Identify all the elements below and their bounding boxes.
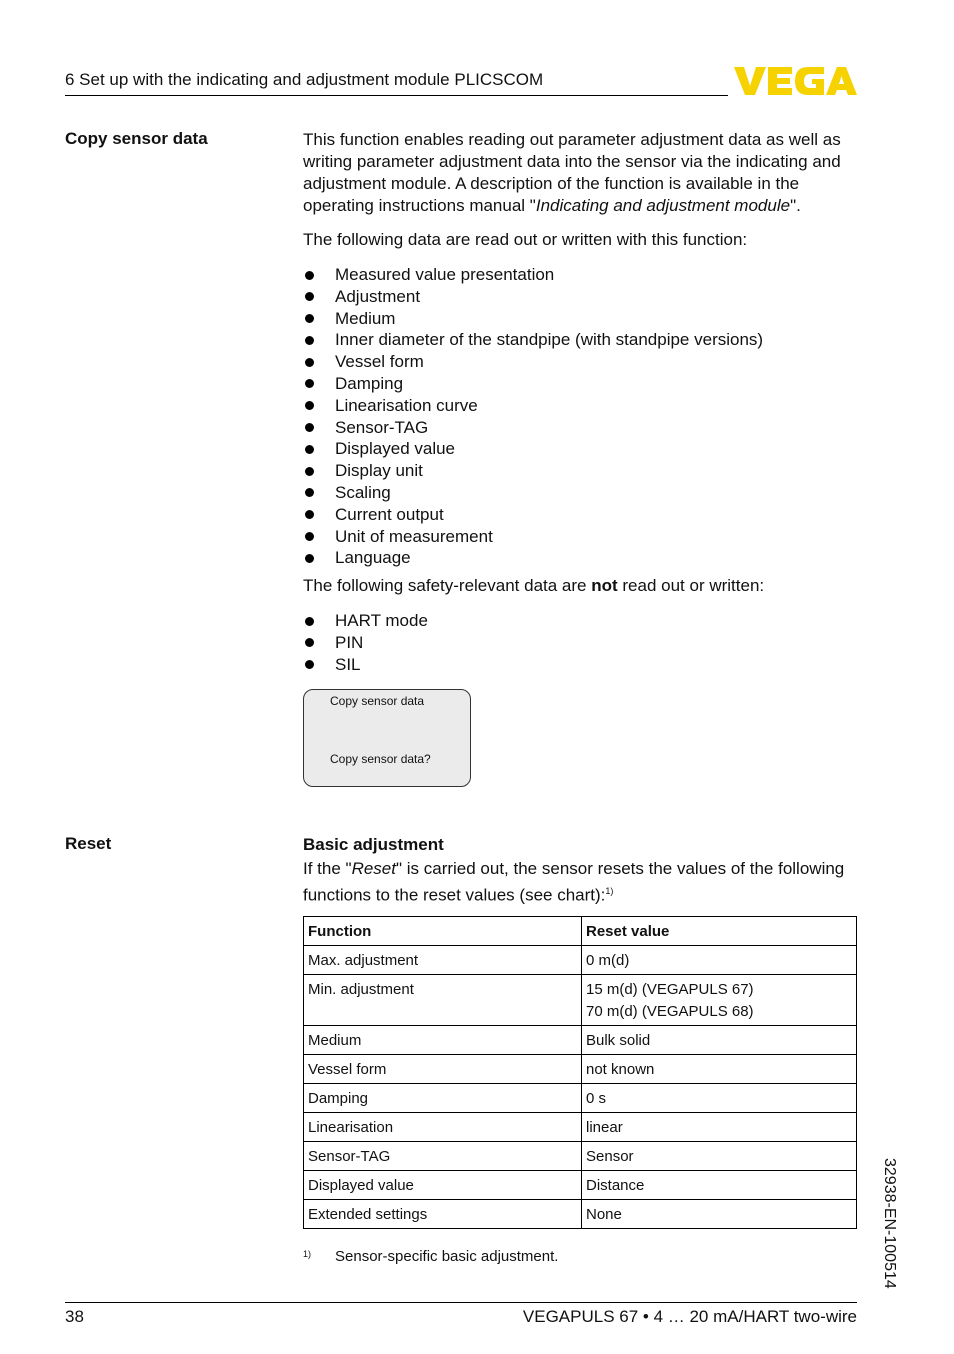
table-row	[304, 946, 857, 975]
list-item: Measured value presentation	[303, 264, 863, 286]
bullet-icon	[305, 336, 314, 345]
table-cell: Max. adjustment	[304, 946, 582, 975]
table-row	[304, 1026, 857, 1055]
safety-lead-paragraph	[303, 575, 863, 597]
table-cell: Bulk solid	[582, 1026, 857, 1055]
list-item: Scaling	[303, 482, 863, 504]
table-cell: None	[582, 1200, 857, 1229]
copy-sensor-data-label: Copy sensor data	[65, 129, 208, 148]
bullet-icon	[305, 660, 314, 669]
table-cell-line: 70 m(d) (VEGAPULS 68)	[586, 1003, 754, 1020]
list-item: Linearisation curve	[303, 395, 863, 417]
table-cell: Linearisation	[304, 1113, 582, 1142]
list-item: Adjustment	[303, 286, 863, 308]
table-cell: Sensor-TAG	[304, 1142, 582, 1171]
table-cell: 0 m(d)	[582, 946, 857, 975]
column-header-function: Function	[304, 917, 582, 946]
display-screen-illustration	[303, 689, 471, 787]
footnote-reference: 1)	[605, 886, 614, 896]
table-row	[304, 1055, 857, 1084]
copy-intro-paragraph	[303, 129, 863, 217]
table-cell: 0 s	[582, 1084, 857, 1113]
bullet-icon	[305, 510, 314, 519]
footer-rule	[65, 1302, 857, 1303]
list-item: Medium	[303, 308, 863, 330]
reset-values-table	[303, 916, 857, 1229]
list-item: Displayed value	[303, 438, 863, 460]
table-cell: Distance	[582, 1171, 857, 1200]
table-row	[304, 975, 857, 1026]
reset-label: Reset	[65, 834, 112, 853]
vega-logo-mark	[734, 64, 858, 98]
copy-intro-end: ".	[790, 196, 801, 215]
reset-description	[303, 858, 863, 907]
safety-data-list	[303, 610, 863, 675]
table-row	[304, 1200, 857, 1229]
copy-intro-italic: Indicating and adjustment module	[535, 196, 791, 215]
header-rule	[65, 95, 728, 96]
copied-data-list	[303, 264, 863, 569]
bullet-icon	[305, 488, 314, 497]
page-number: 38	[65, 1307, 84, 1326]
bullet-icon	[305, 358, 314, 367]
reset-text: If the "	[303, 859, 352, 878]
list-item: Damping	[303, 373, 863, 395]
table-cell: Min. adjustment	[304, 975, 582, 1026]
bullet-icon	[305, 379, 314, 388]
table-cell: Medium	[304, 1026, 582, 1055]
bullet-icon	[305, 532, 314, 541]
table-cell: Damping	[304, 1084, 582, 1113]
table-cell-line: 15 m(d) (VEGAPULS 67)	[586, 981, 754, 998]
list-item: Current output	[303, 504, 863, 526]
reset-italic: Reset	[351, 859, 396, 878]
footer-product-name: VEGAPULS 67 • 4 … 20 mA/HART two-wire	[522, 1307, 857, 1326]
bullet-icon	[305, 467, 314, 476]
bullet-icon	[305, 271, 314, 280]
bullet-icon	[305, 554, 314, 563]
table-row	[304, 1142, 857, 1171]
basic-adjustment-heading: Basic adjustment	[303, 835, 444, 854]
table-cell: Sensor	[582, 1142, 857, 1171]
table-row	[304, 1113, 857, 1142]
list-item: Sensor-TAG	[303, 417, 863, 439]
list-item: Inner diameter of the standpipe (with standpipe versions)	[303, 329, 863, 351]
table-row	[304, 1084, 857, 1113]
footnote-text: Sensor-specific basic adjustment.	[335, 1248, 559, 1265]
safety-lead-bold: not	[591, 576, 618, 595]
bullet-icon	[305, 314, 314, 323]
running-header: 6 Set up with the indicating and adjustment module PLICSCOM	[65, 70, 544, 89]
vega-logo	[734, 64, 858, 103]
copy-intro-text: This function enables reading out parameter adjustment data as well as writing parameter adjustment data into the sensor via the indicating and adjustment module. A description of the function is available in the operating instructions manual "	[303, 130, 841, 215]
table-cell: Extended settings	[304, 1200, 582, 1229]
table-cell: not known	[582, 1055, 857, 1084]
table-header-row	[304, 917, 857, 946]
table-cell	[582, 975, 857, 1026]
display-line-prompt: Copy sensor data?	[330, 752, 431, 766]
bullet-icon	[305, 445, 314, 454]
bullet-icon	[305, 401, 314, 410]
table-cell: Vessel form	[304, 1055, 582, 1084]
bullet-icon	[305, 638, 314, 647]
column-header-reset-value: Reset value	[582, 917, 857, 946]
list-item: Display unit	[303, 460, 863, 482]
safety-lead-end: read out or written:	[617, 576, 765, 595]
safety-lead-text: The following safety-relevant data are	[303, 576, 592, 595]
list-item: Vessel form	[303, 351, 863, 373]
footnote-mark: 1)	[303, 1249, 312, 1259]
display-line-title: Copy sensor data	[330, 694, 425, 708]
document-code: 32938-EN-100514	[881, 1158, 898, 1289]
list-item: PIN	[303, 632, 863, 654]
table-cell: linear	[582, 1113, 857, 1142]
list-item: Language	[303, 547, 863, 569]
list-item: HART mode	[303, 610, 863, 632]
table-cell: Displayed value	[304, 1171, 582, 1200]
list-item: SIL	[303, 654, 863, 676]
copy-lead-text: The following data are read out or written with this function:	[303, 230, 748, 249]
table-row	[304, 1171, 857, 1200]
bullet-icon	[305, 292, 314, 301]
reset-text-end: " is carried out, the sensor resets the values of the following functions to the reset values (see chart):	[303, 859, 845, 905]
bullet-icon	[305, 617, 314, 626]
list-item: Unit of measurement	[303, 526, 863, 548]
bullet-icon	[305, 423, 314, 432]
